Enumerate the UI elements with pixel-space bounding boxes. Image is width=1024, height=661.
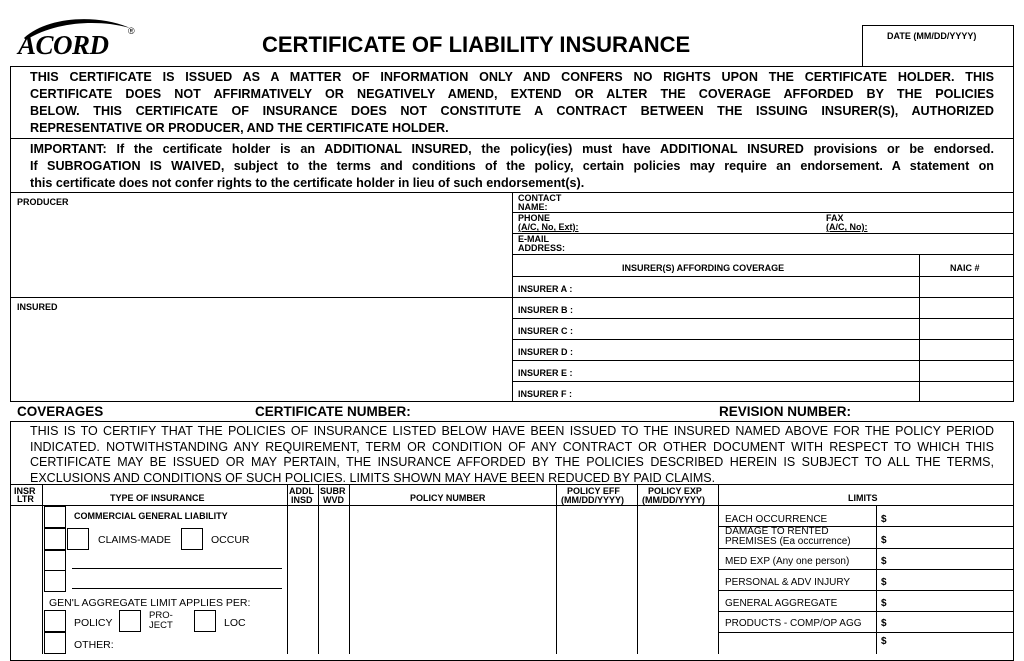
important-line-3: this certificate does not confer rights to the certificate holder in lieu of such endorsement(s). — [30, 176, 585, 190]
col-insr-ltr-1: INSR — [14, 486, 36, 496]
policy-label: POLICY — [74, 617, 113, 629]
subr-wvd-field[interactable] — [320, 507, 347, 651]
email-label-1: E-MAIL — [518, 234, 549, 244]
addl-insd-field[interactable] — [289, 507, 316, 651]
claims-made-label: CLAIMS-MADE — [98, 534, 171, 546]
notice-line-2: CERTIFICATE DOES NOT AFFIRMATIVELY OR NEGATIVELY AMEND, EXTEND OR ALTER THE COVERAGE AFFORDED BY THE POLICIES — [30, 87, 994, 101]
dollar-sign: $ — [881, 556, 887, 567]
insurers-header: INSURER(S) AFFORDING COVERAGE — [622, 263, 785, 273]
dollar-sign: $ — [881, 598, 887, 609]
contact-name-field[interactable] — [560, 194, 1010, 212]
fax-label-1: FAX — [826, 213, 844, 223]
aggregate-applies-label: GEN'L AGGREGATE LIMIT APPLIES PER: — [49, 597, 251, 609]
naic-header: NAIC # — [950, 263, 980, 273]
dollar-sign: $ — [881, 618, 887, 629]
limit-label-each-occurrence: EACH OCCURRENCE — [725, 514, 828, 525]
registered-mark: ® — [128, 26, 135, 36]
claims-made-checkbox-outer[interactable] — [44, 528, 66, 550]
email-field[interactable] — [570, 235, 1010, 253]
insurer-e-label: INSURER E : — [518, 368, 573, 378]
cgl-checkbox[interactable] — [44, 506, 66, 528]
producer-label: PRODUCER — [17, 197, 69, 207]
loc-label: LOC — [224, 617, 246, 629]
insurer-f-label: INSURER F : — [518, 389, 572, 399]
col-policy-number: POLICY NUMBER — [410, 493, 486, 503]
form-title: CERTIFICATE OF LIABILITY INSURANCE — [262, 32, 691, 57]
limit-label-damage-to-rented: DAMAGE TO RENTED — [725, 526, 829, 537]
date-field[interactable] — [862, 25, 1014, 67]
col-limits: LIMITS — [848, 493, 878, 503]
custom-coverage-field-2[interactable] — [74, 572, 280, 588]
col-insr-ltr-2: LTR — [17, 494, 34, 504]
producer-field[interactable] — [14, 210, 508, 294]
occur-label: OCCUR — [211, 534, 250, 546]
policy-number-field[interactable] — [351, 507, 554, 651]
revision-number-field[interactable] — [866, 404, 1011, 420]
important-line-2: If SUBROGATION IS WAIVED, subject to the terms and conditions of the policy, certain policies may require an endorsement. A statement on — [30, 159, 994, 173]
limit-label-med-exp: MED EXP (Any one person) — [725, 556, 850, 567]
limit-label-damage-to-rented-2: PREMISES (Ea occurrence) — [725, 536, 851, 547]
limit-field-products-comp-op-agg[interactable] — [892, 614, 1010, 630]
custom-coverage-field-1[interactable] — [74, 552, 280, 568]
certificate-number-field[interactable] — [430, 404, 700, 420]
revision-number-label: REVISION NUMBER: — [719, 404, 852, 419]
other-label: OTHER: — [74, 639, 114, 651]
insurer-d-label: INSURER D : — [518, 347, 574, 357]
limit-field-damage-to-rented[interactable] — [892, 530, 1010, 546]
phone-label-2: (A/C, No, Ext): — [518, 222, 579, 232]
col-addl-2: INSD — [291, 495, 313, 505]
important-line-1: IMPORTANT: If the certificate holder is an ADDITIONAL INSURED, the policy(ies) must have ADDITIONAL INSURED provisions or be endorsed. — [30, 142, 994, 156]
insurer-a-label: INSURER A : — [518, 284, 573, 294]
insurer-b-label: INSURER B : — [518, 305, 574, 315]
insured-label: INSURED — [17, 302, 58, 312]
fax-field[interactable] — [880, 214, 1010, 232]
claims-made-checkbox[interactable] — [67, 528, 89, 550]
coverages-line-3: CERTIFICATE MAY BE ISSUED OR MAY PERTAIN, THE INSURANCE AFFORDED BY THE POLICIES DESCRIBED HEREIN IS SUBJECT TO ALL THE TERMS, — [30, 455, 994, 469]
loc-checkbox[interactable] — [194, 610, 216, 632]
col-subr-1: SUBR — [320, 486, 346, 496]
custom-coverage-checkbox-2[interactable] — [44, 570, 66, 592]
project-label-1: PRO- — [149, 610, 173, 621]
dollar-sign: $ — [881, 514, 887, 525]
phone-field[interactable] — [590, 214, 820, 232]
date-label: DATE (MM/DD/YYYY) — [887, 31, 977, 41]
custom-coverage-checkbox-1[interactable] — [44, 550, 66, 572]
notice-line-1: THIS CERTIFICATE IS ISSUED AS A MATTER OF INFORMATION ONLY AND CONFERS NO RIGHTS UPON THE CERTIFICATE HOLDER. THIS — [30, 70, 994, 84]
insurer-c-label: INSURER C : — [518, 326, 574, 336]
cgl-title: COMMERCIAL GENERAL LIABILITY — [74, 511, 228, 521]
policy-exp-field[interactable] — [639, 507, 716, 651]
coverages-line-1: THIS IS TO CERTIFY THAT THE POLICIES OF INSURANCE LISTED BELOW HAVE BEEN ISSUED TO THE INSURED NAMED ABOVE FOR THE POLICY PERIOD — [30, 424, 994, 438]
limit-label-personal-adv-injury: PERSONAL & ADV INJURY — [725, 577, 851, 588]
col-policy-exp-2: (MM/DD/YYYY) — [642, 495, 705, 505]
dollar-sign: $ — [881, 636, 887, 647]
insr-ltr-field[interactable] — [12, 507, 40, 651]
limit-field-personal-adv-injury[interactable] — [892, 573, 1010, 589]
limit-field-general-aggregate[interactable] — [892, 594, 1010, 610]
limit-label-general-aggregate: GENERAL AGGREGATE — [725, 598, 838, 609]
limit-label-products-comp-op-agg: PRODUCTS - COMP/OP AGG — [725, 618, 862, 629]
col-addl-1: ADDL — [289, 486, 314, 496]
dollar-sign: $ — [881, 577, 887, 588]
col-policy-eff-1: POLICY EFF — [567, 486, 620, 496]
notice-line-4: REPRESENTATIVE OR PRODUCER, AND THE CERTIFICATE HOLDER. — [30, 121, 449, 135]
coverages-line-2: INDICATED. NOTWITHSTANDING ANY REQUIREMENT, TERM OR CONDITION OF ANY CONTRACT OR OTHER DOCUMENT WITH RESPECT TO WHICH THIS — [30, 439, 994, 454]
coverages-line-4: EXCLUSIONS AND CONDITIONS OF SUCH POLICIES. LIMITS SHOWN MAY HAVE BEEN REDUCED BY PAID CLAIMS. — [30, 470, 716, 485]
acord-logo-text: ACORD — [18, 30, 109, 60]
notice-line-3: BELOW. THIS CERTIFICATE OF INSURANCE DOES NOT CONSTITUTE A CONTRACT BETWEEN THE ISSUING INSURER(S), AUTHORIZED — [30, 104, 994, 118]
policy-eff-field[interactable] — [558, 507, 635, 651]
limit-field-blank[interactable] — [892, 634, 1010, 650]
project-label-2: JECT — [149, 620, 173, 631]
limit-field-med-exp[interactable] — [892, 552, 1010, 568]
dollar-sign: $ — [881, 535, 887, 546]
col-type-of-insurance: TYPE OF INSURANCE — [110, 493, 205, 503]
coverages-label: COVERAGES — [17, 404, 104, 419]
insured-field[interactable] — [14, 315, 508, 399]
phone-label-1: PHONE — [518, 213, 551, 223]
contact-name-label-2: NAME: — [518, 202, 548, 212]
col-policy-exp-1: POLICY EXP — [648, 486, 702, 496]
policy-checkbox[interactable] — [44, 610, 66, 632]
limit-field-each-occurrence[interactable] — [892, 510, 1010, 526]
fax-label-2: (A/C, No): — [826, 222, 868, 232]
contact-name-label-1: CONTACT — [518, 193, 562, 203]
occur-checkbox[interactable] — [181, 528, 203, 550]
acord-logo — [18, 12, 138, 60]
col-policy-eff-2: (MM/DD/YYYY) — [561, 495, 624, 505]
col-subr-2: WVD — [323, 495, 344, 505]
certificate-number-label: CERTIFICATE NUMBER: — [255, 404, 411, 419]
email-label-2: ADDRESS: — [518, 243, 566, 253]
project-checkbox[interactable] — [119, 610, 141, 632]
